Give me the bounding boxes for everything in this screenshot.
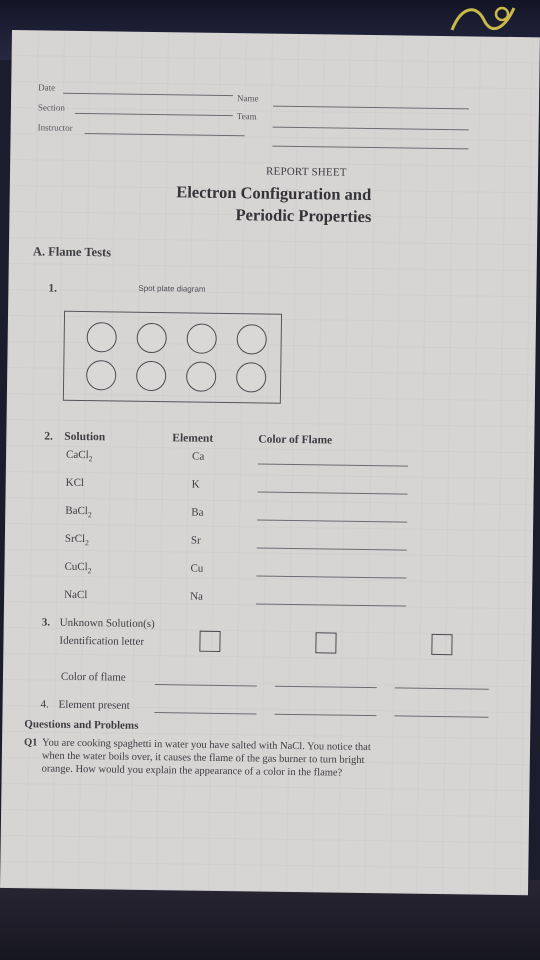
spot-plate-well [186,361,216,391]
item-1-number: 1. [48,282,58,295]
spot-plate-well [236,362,266,392]
spot-plate-well [187,323,217,353]
section-a-heading: A. Flame Tests [32,244,112,260]
flame-color-answer-line[interactable] [256,575,406,578]
team-label: Team [236,111,257,122]
solution-formula: KCl [65,476,85,490]
element-present-line[interactable] [274,714,376,716]
element-present-label: Element present [58,698,130,712]
spot-plate-well [236,324,266,354]
color-of-flame-line[interactable] [395,687,489,689]
element-column-header: Element [172,432,214,445]
question-1-line-1: You are cooking spaghetti in water you have salted with NaCl. You notice that [41,737,371,754]
element-cell: Ca [191,450,205,463]
report-sheet-page [0,30,540,895]
item-3-number: 3. [41,616,51,629]
solution-column-header: Solution [64,430,106,444]
question-1-line-3: orange. How would you explain the appearance of a color in the flame? [41,763,343,779]
solution-formula-subscript: 2 [88,454,93,464]
identification-letter-box[interactable] [315,632,336,653]
solution-cell [64,560,92,576]
solution-cell [66,477,85,489]
flame-color-answer-line[interactable] [258,463,408,466]
solution-cell [65,504,92,520]
name-label: Name [237,93,259,104]
item-2-number: 2. [44,430,54,443]
instructor-field-line [85,133,245,136]
title-line-2: Periodic Properties [235,205,372,227]
section-field-line [75,113,233,116]
date-field-line [63,93,233,96]
report-sheet-heading: REPORT SHEET [265,165,347,179]
identification-letter-box[interactable] [431,634,452,655]
element-cell: K [191,478,200,491]
identification-letter-box[interactable] [199,631,220,652]
solution-formula: SrCl [64,532,86,546]
solution-formula-subscript: 2 [87,510,92,520]
spot-plate-diagram [63,311,282,404]
element-cell: Sr [190,534,201,547]
instructor-label: Instructor [37,122,73,133]
questions-heading: Questions and Problems [24,718,139,732]
solution-cell [64,532,89,548]
spot-plate-diagram-label: Spot plate diagram [138,283,206,294]
team-field-line [273,127,469,131]
element-present-line[interactable] [154,712,256,714]
solution-cell [64,589,87,601]
item-4-number: 4. [40,698,49,711]
title-line-1: Electron Configuration and [176,182,372,205]
flame-color-answer-line[interactable] [257,547,407,550]
spot-plate-well [87,322,117,352]
spot-plate-well [136,361,166,391]
color-of-flame-line[interactable] [275,686,377,688]
fabric-pattern [442,0,522,34]
section-label: Section [37,102,65,113]
color-of-flame-label: Color of flame [60,670,126,684]
flame-color-answer-line[interactable] [256,603,406,606]
color-of-flame-line[interactable] [155,684,257,686]
element-cell: Na [190,590,204,603]
question-1-line-2: when the water boils over, it causes the flame of the gas burner to turn bright [41,750,365,766]
solution-formula: BaCl [65,504,88,518]
question-1-label: Q1 [23,737,38,749]
solution-formula: CaCl [65,448,89,462]
unknown-solutions-title: Unknown Solution(s) [59,616,155,631]
element-cell: Cu [190,562,204,575]
spot-plate-well [137,323,167,353]
flame-color-answer-line[interactable] [257,519,407,522]
solution-formula: CuCl [64,560,88,574]
team-field-line-2 [272,146,468,150]
solution-formula-subscript: 2 [84,538,89,548]
name-field-line [273,106,469,110]
date-label: Date [38,82,56,93]
element-cell: Ba [191,506,204,519]
identification-letter-label: Identification letter [59,634,145,648]
solution-formula-subscript: 2 [87,566,92,576]
solution-formula: NaCl [64,588,88,602]
solution-cell [65,448,93,464]
spot-plate-well [86,360,116,390]
element-present-line[interactable] [394,715,488,717]
color-of-flame-column-header: Color of Flame [258,433,333,447]
flame-color-answer-line[interactable] [258,491,408,494]
